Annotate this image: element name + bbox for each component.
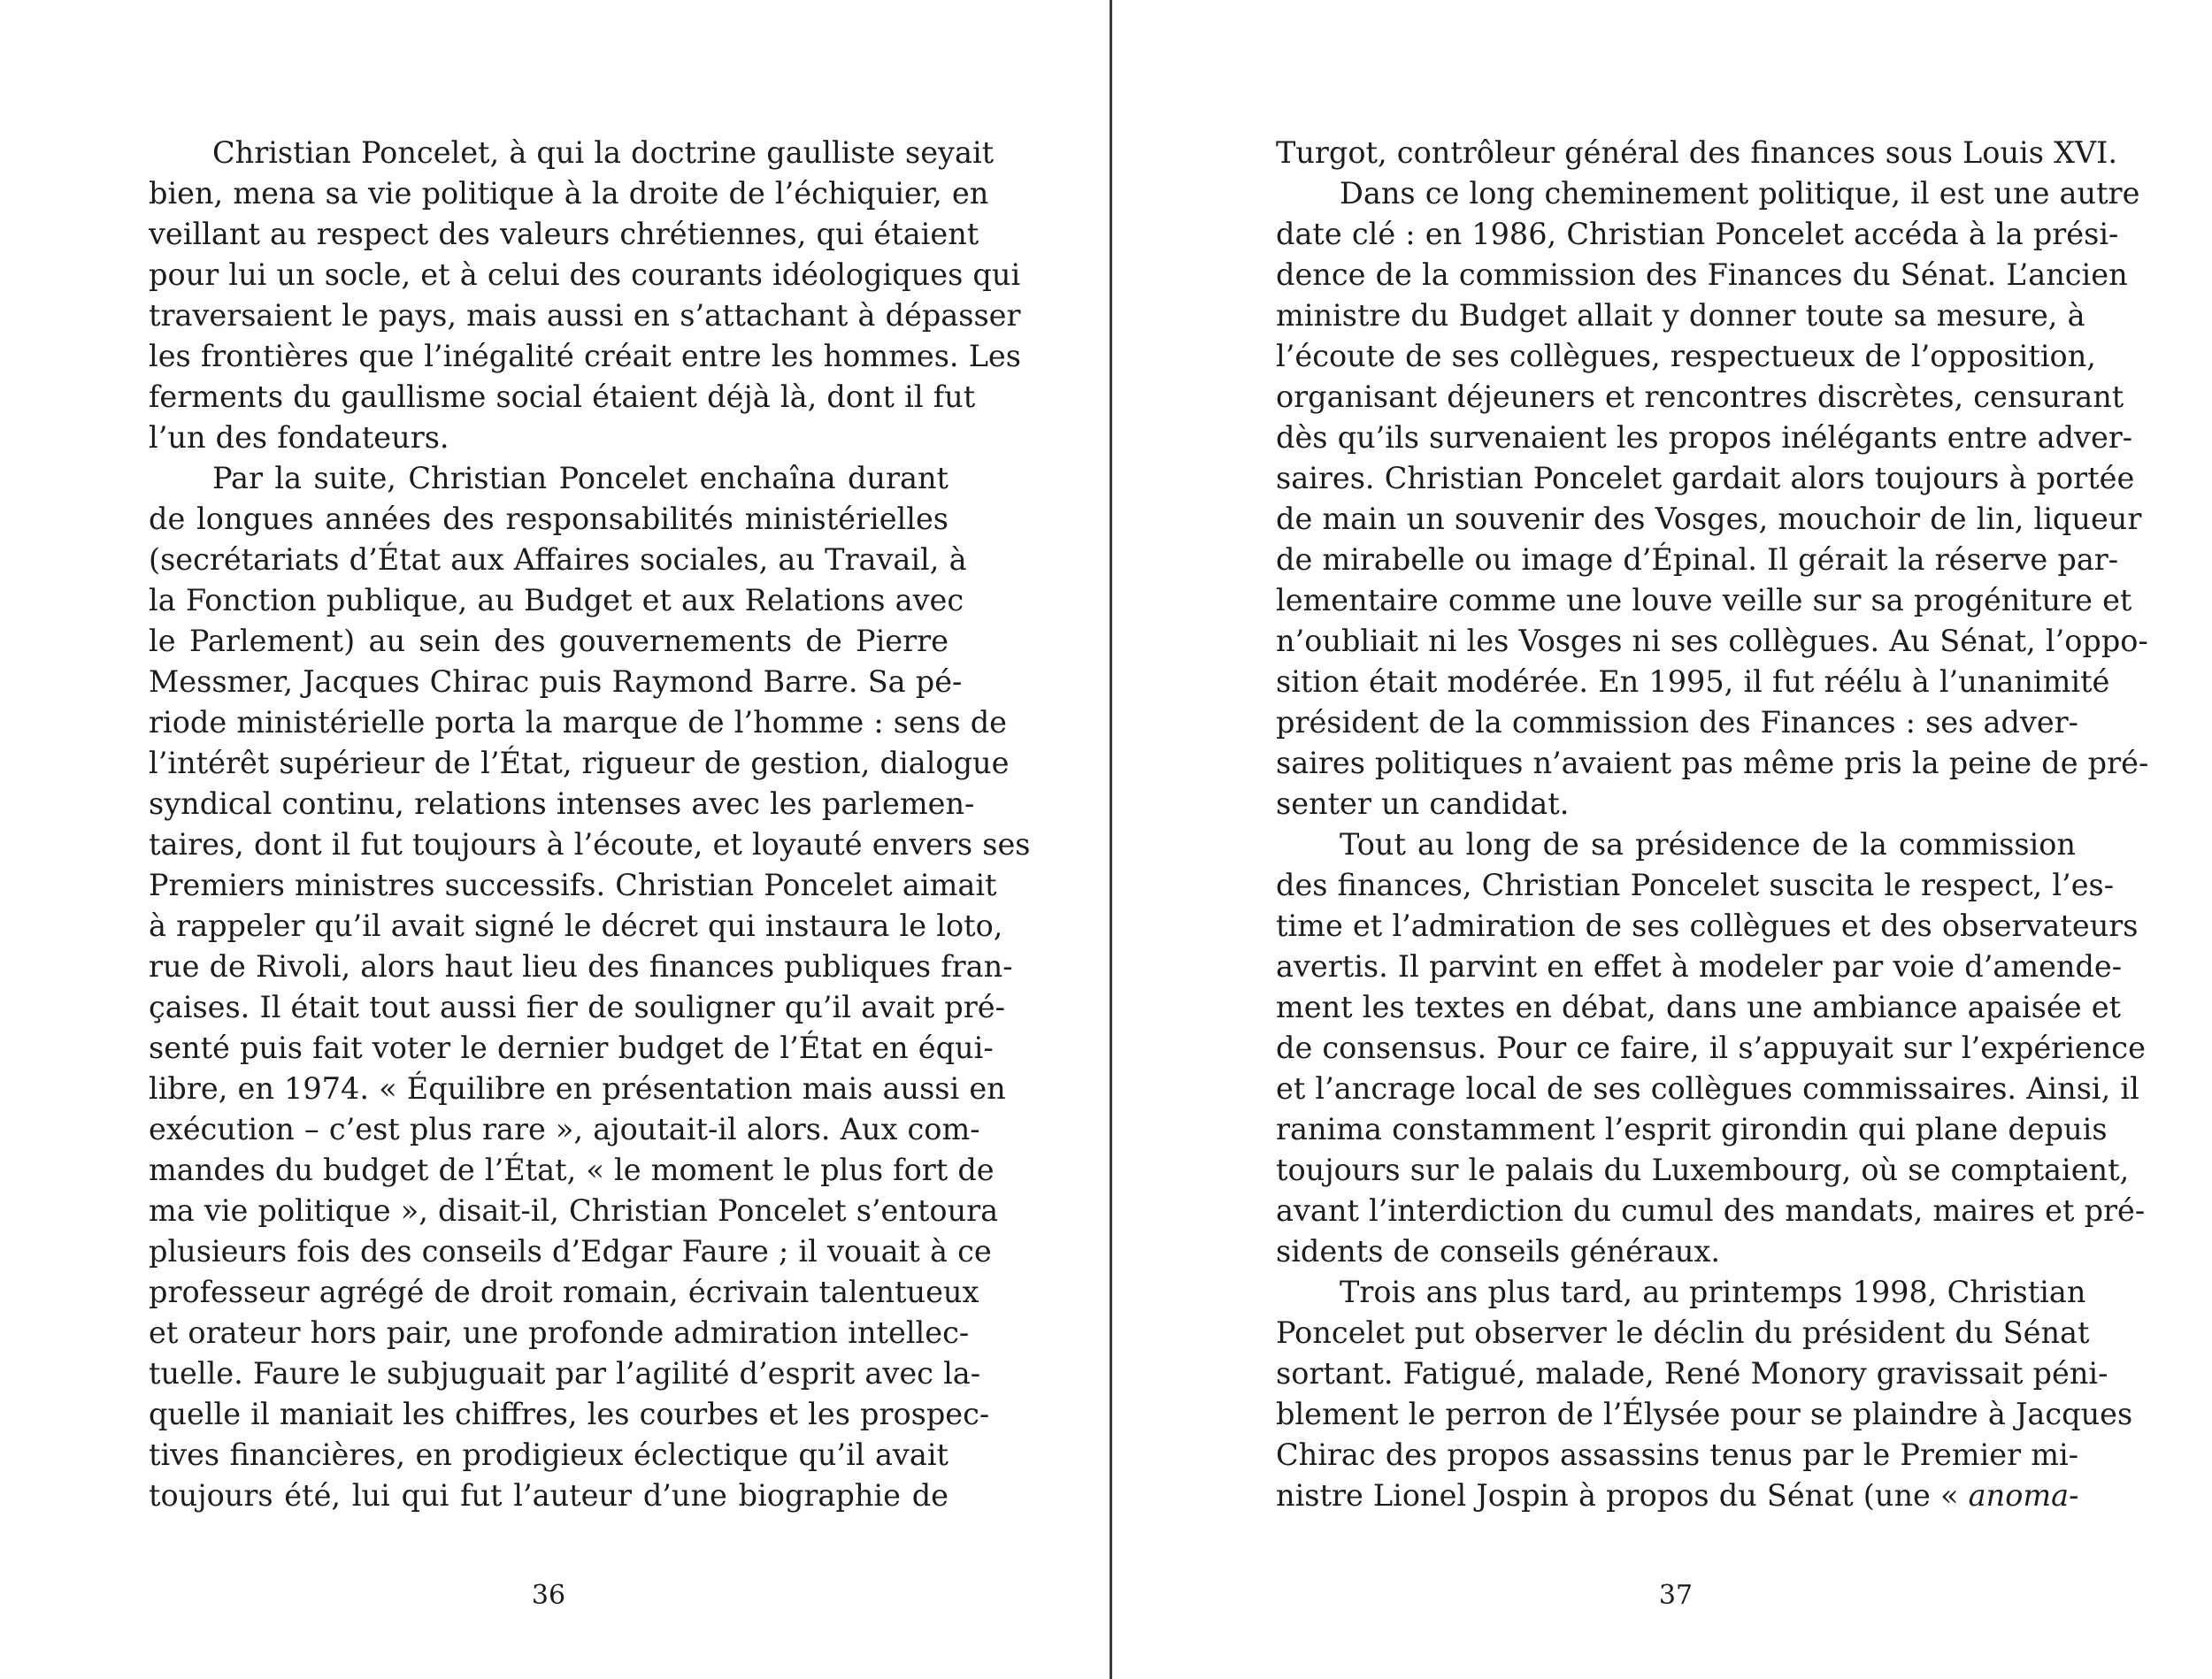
text-line-content: rue de Rivoli, alors haut lieu des finances publiques fran- — [149, 949, 1013, 984]
text-line-content: l’intérêt supérieur de l’État, rigueur de gestion, dialogue — [149, 746, 1010, 780]
text-line — [1276, 214, 2119, 255]
text-line — [1276, 1435, 2079, 1476]
text-line — [149, 580, 964, 621]
text-line — [149, 1435, 949, 1476]
text-line-content: de mirabelle ou image d’Épinal. Il gérait la réserve par- — [1276, 542, 2119, 577]
text-line — [1276, 743, 2149, 784]
text-line-content: Turgot, contrôleur général des finances sous Louis XVI. — [1276, 135, 2118, 170]
text-line — [1276, 1150, 2130, 1191]
text-line-content: toujours été, lui qui fut l’auteur d’une biographie de — [149, 1478, 949, 1513]
text-line — [1276, 1476, 2079, 1516]
text-line-content: sition était modérée. En 1995, il fut réélu à l’unanimité — [1276, 664, 2110, 699]
text-line-content: ferments du gaullisme social étaient déjà là, dont il fut — [149, 380, 976, 414]
text-line-content: taires, dont il fut toujours à l’écoute, et loyauté envers ses — [149, 827, 1031, 862]
text-line-content: date clé : en 1986, Christian Poncelet accéda à la prési- — [1276, 217, 2119, 251]
text-line-content: ranima constamment l’esprit girondin qui plane depuis — [1276, 1112, 2108, 1146]
text-line — [149, 214, 979, 255]
text-line — [149, 336, 1021, 377]
text-line-content: Trois ans plus tard, au printemps 1998, Christian — [1340, 1275, 2086, 1309]
text-line — [149, 458, 949, 499]
text-line — [1276, 1353, 2108, 1394]
text-line — [149, 865, 997, 906]
text-line — [1276, 336, 2096, 377]
text-line — [149, 987, 1005, 1028]
text-line — [1276, 702, 2076, 743]
text-line-content: les frontières que l’inégalité créait entre les hommes. Les — [149, 339, 1021, 373]
text-line-content: exécution – c’est plus rare », ajoutait-il alors. Aux com- — [149, 1112, 980, 1146]
text-line — [149, 662, 963, 702]
text-line — [149, 784, 975, 824]
text-line — [1276, 295, 2085, 336]
text-line-content: pour lui un socle, et à celui des courants idéologiques qui — [149, 257, 1021, 292]
text-line — [149, 418, 949, 458]
left-page-body — [149, 133, 1031, 1516]
text-line-content: saires. Christian Poncelet gardait alors toujours à portée — [1276, 461, 2135, 495]
text-line — [1276, 173, 2140, 214]
text-line — [1276, 1069, 2139, 1109]
text-line — [1276, 458, 2135, 499]
text-line — [149, 906, 1003, 947]
text-line — [1276, 824, 2076, 865]
text-line-content: de consensus. Pour ce faire, il s’appuyait sur l’expérience — [1276, 1031, 2146, 1065]
text-line — [1276, 947, 2123, 987]
text-line — [1276, 987, 2121, 1028]
text-line — [149, 540, 967, 580]
text-line — [149, 1191, 999, 1231]
text-line-content: riode ministérielle porta la marque de l’homme : sens de — [149, 705, 1007, 740]
text-line — [1276, 621, 2148, 662]
text-line — [1276, 1109, 2108, 1150]
text-line-content: traversaient le pays, mais aussi en s’attachant à dépasser — [149, 298, 1021, 333]
text-line-content: la Fonction publique, au Budget et aux Relations avec — [149, 583, 964, 617]
text-line-content: saires politiques n’avaient pas même pris la peine de pré- — [1276, 746, 2149, 780]
text-line-content: Poncelet put observer le déclin du président du Sénat — [1276, 1315, 2090, 1350]
text-line — [1276, 580, 2132, 621]
text-line-content: tuelle. Faure le subjuguait par l’agilité d’esprit avec la- — [149, 1356, 981, 1391]
text-line — [1276, 1231, 2076, 1272]
text-line-content: sortant. Fatigué, malade, René Monory gravissait péni- — [1276, 1356, 2108, 1391]
text-line-content: tives financières, en prodigieux éclectique qu’il avait — [149, 1438, 949, 1472]
text-line-content: veillant au respect des valeurs chrétiennes, qui étaient — [149, 217, 979, 251]
text-line — [1276, 133, 2118, 173]
text-line — [149, 255, 1021, 295]
text-line — [149, 1028, 994, 1069]
text-line-content: de main un souvenir des Vosges, mouchoir de lin, liqueur — [1276, 502, 2142, 536]
text-line-content: président de la commission des Finances : ses adver- — [1276, 705, 2078, 740]
text-line-content: organisant déjeuners et rencontres discrètes, censurant — [1276, 380, 2124, 414]
text-line-content: dès qu’ils survenaient les propos inélégants entre adver- — [1276, 420, 2133, 455]
left-page — [149, 133, 1031, 1516]
text-line-content: Tout au long de sa présidence de la commission — [1340, 827, 2076, 862]
text-line-content: senter un candidat. — [1276, 786, 1570, 821]
text-line-content: et l’ancrage local de ses collègues commissaires. Ainsi, il — [1276, 1071, 2139, 1106]
text-line — [1276, 662, 2110, 702]
text-line-content: bien, mena sa vie politique à la droite de l’échiquier, en — [149, 176, 989, 211]
text-line-content: ma vie politique », disait-il, Christian Poncelet s’entoura — [149, 1193, 999, 1228]
text-line — [1276, 1313, 2090, 1353]
text-line — [149, 377, 976, 418]
text-line — [149, 1150, 995, 1191]
text-line-content: plusieurs fois des conseils d’Edgar Faure ; il vouait à ce — [149, 1234, 992, 1269]
text-line-content: professeur agrégé de droit romain, écrivain talentueux — [149, 1275, 979, 1309]
text-line-content: Dans ce long cheminement politique, il est une autre — [1340, 176, 2140, 211]
text-line-content: ministre du Budget allait y donner toute sa mesure, à — [1276, 298, 2085, 333]
text-line — [149, 1069, 1006, 1109]
text-line-content: quelle il maniait les chiffres, les courbes et les prospec- — [149, 1397, 990, 1431]
text-line — [149, 1231, 992, 1272]
text-line-content: senté puis fait voter le dernier budget de l’État en équi- — [149, 1031, 994, 1065]
text-line — [149, 1272, 979, 1313]
text-line-content: et orateur hors pair, une profonde admiration intellec- — [149, 1315, 970, 1350]
text-line-content: Messmer, Jacques Chirac puis Raymond Barre. Sa pé- — [149, 664, 963, 699]
text-line-content: l’écoute de ses collègues, respectueux de l’opposition, — [1276, 339, 2096, 373]
text-line — [1276, 499, 2142, 540]
text-line-content: libre, en 1974. « Équilibre en présentation mais aussi en — [149, 1071, 1006, 1106]
right-page-body — [1276, 133, 2149, 1516]
text-line-content: des finances, Christian Poncelet suscita le respect, l’es- — [1276, 868, 2115, 902]
text-line-content: Premiers ministres successifs. Christian Poncelet aimait — [149, 868, 997, 902]
text-line-content: ment les textes en débat, dans une ambiance apaisée et — [1276, 990, 2121, 1024]
text-line — [149, 1313, 970, 1353]
text-line — [1276, 1028, 2146, 1069]
text-line — [149, 499, 949, 540]
text-line — [149, 173, 989, 214]
right-page — [1276, 133, 2149, 1516]
text-line — [1276, 1394, 2133, 1435]
text-line-content: l’un des fondateurs. — [149, 420, 449, 455]
page-number-right: 37 — [1658, 1580, 1694, 1611]
text-line-content: avant l’interdiction du cumul des mandats, maires et pré- — [1276, 1193, 2146, 1228]
text-line-content: Chirac des propos assassins tenus par le Premier mi- — [1276, 1438, 2079, 1472]
text-line — [1276, 377, 2124, 418]
text-line — [149, 702, 1007, 743]
text-line-content: time et l’admiration de ses collègues et des observateurs — [1276, 908, 2139, 943]
text-line-content: syndical continu, relations intenses avec les parlemen- — [149, 786, 975, 821]
text-line — [1276, 865, 2115, 906]
text-line-content: le Parlement) au sein des gouvernements de Pierre — [149, 624, 949, 658]
text-line-content: mandes du budget de l’État, « le moment le plus fort de — [149, 1153, 995, 1187]
text-line-content: toujours sur le palais du Luxembourg, où se comptaient, — [1276, 1153, 2130, 1187]
text-line — [149, 133, 995, 173]
text-line — [149, 1476, 949, 1516]
text-line — [1276, 255, 2128, 295]
text-line-content: Christian Poncelet, à qui la doctrine gaulliste seyait — [212, 135, 995, 170]
text-line — [149, 743, 1010, 784]
text-line — [1276, 906, 2139, 947]
text-line — [149, 295, 1021, 336]
text-line — [1276, 784, 2076, 824]
text-line — [149, 1394, 990, 1435]
text-line — [149, 824, 1031, 865]
text-line-content: avertis. Il parvint en effet à modeler par voie d’amende- — [1276, 949, 2123, 984]
text-line — [149, 621, 949, 662]
text-line-content: à rappeler qu’il avait signé le décret qui instaura le loto, — [149, 908, 1003, 943]
text-line — [1276, 418, 2133, 458]
text-line — [149, 1353, 981, 1394]
text-line-content: de longues années des responsabilités ministérielles — [149, 502, 949, 536]
text-line-content: lementaire comme une louve veille sur sa progéniture et — [1276, 583, 2132, 617]
text-line — [149, 947, 1013, 987]
text-line-content: sidents de conseils généraux. — [1276, 1234, 1721, 1269]
page-gutter-divider — [1110, 0, 1112, 1679]
text-line-content: (secrétariats d’État aux Affaires sociales, au Travail, à — [149, 542, 967, 577]
text-line-content: blement le perron de l’Élysée pour se plaindre à Jacques — [1276, 1397, 2133, 1431]
text-line — [1276, 1272, 2086, 1313]
text-line — [149, 1109, 980, 1150]
text-line-content: dence de la commission des Finances du Sénat. L’ancien — [1276, 257, 2128, 292]
text-line — [1276, 540, 2119, 580]
text-line-content: nistre Lionel Jospin à propos du Sénat (une « — [1276, 1478, 1969, 1513]
text-line-content: çaises. Il était tout aussi fier de souligner qu’il avait pré- — [149, 990, 1005, 1024]
text-line-content: Par la suite, Christian Poncelet enchaîna durant — [212, 461, 949, 495]
page-number-left: 36 — [531, 1580, 566, 1611]
text-line-content: n’oubliait ni les Vosges ni ses collègues. Au Sénat, l’oppo- — [1276, 624, 2148, 658]
text-line-italic: anoma- — [1968, 1478, 2079, 1513]
text-line — [1276, 1191, 2146, 1231]
